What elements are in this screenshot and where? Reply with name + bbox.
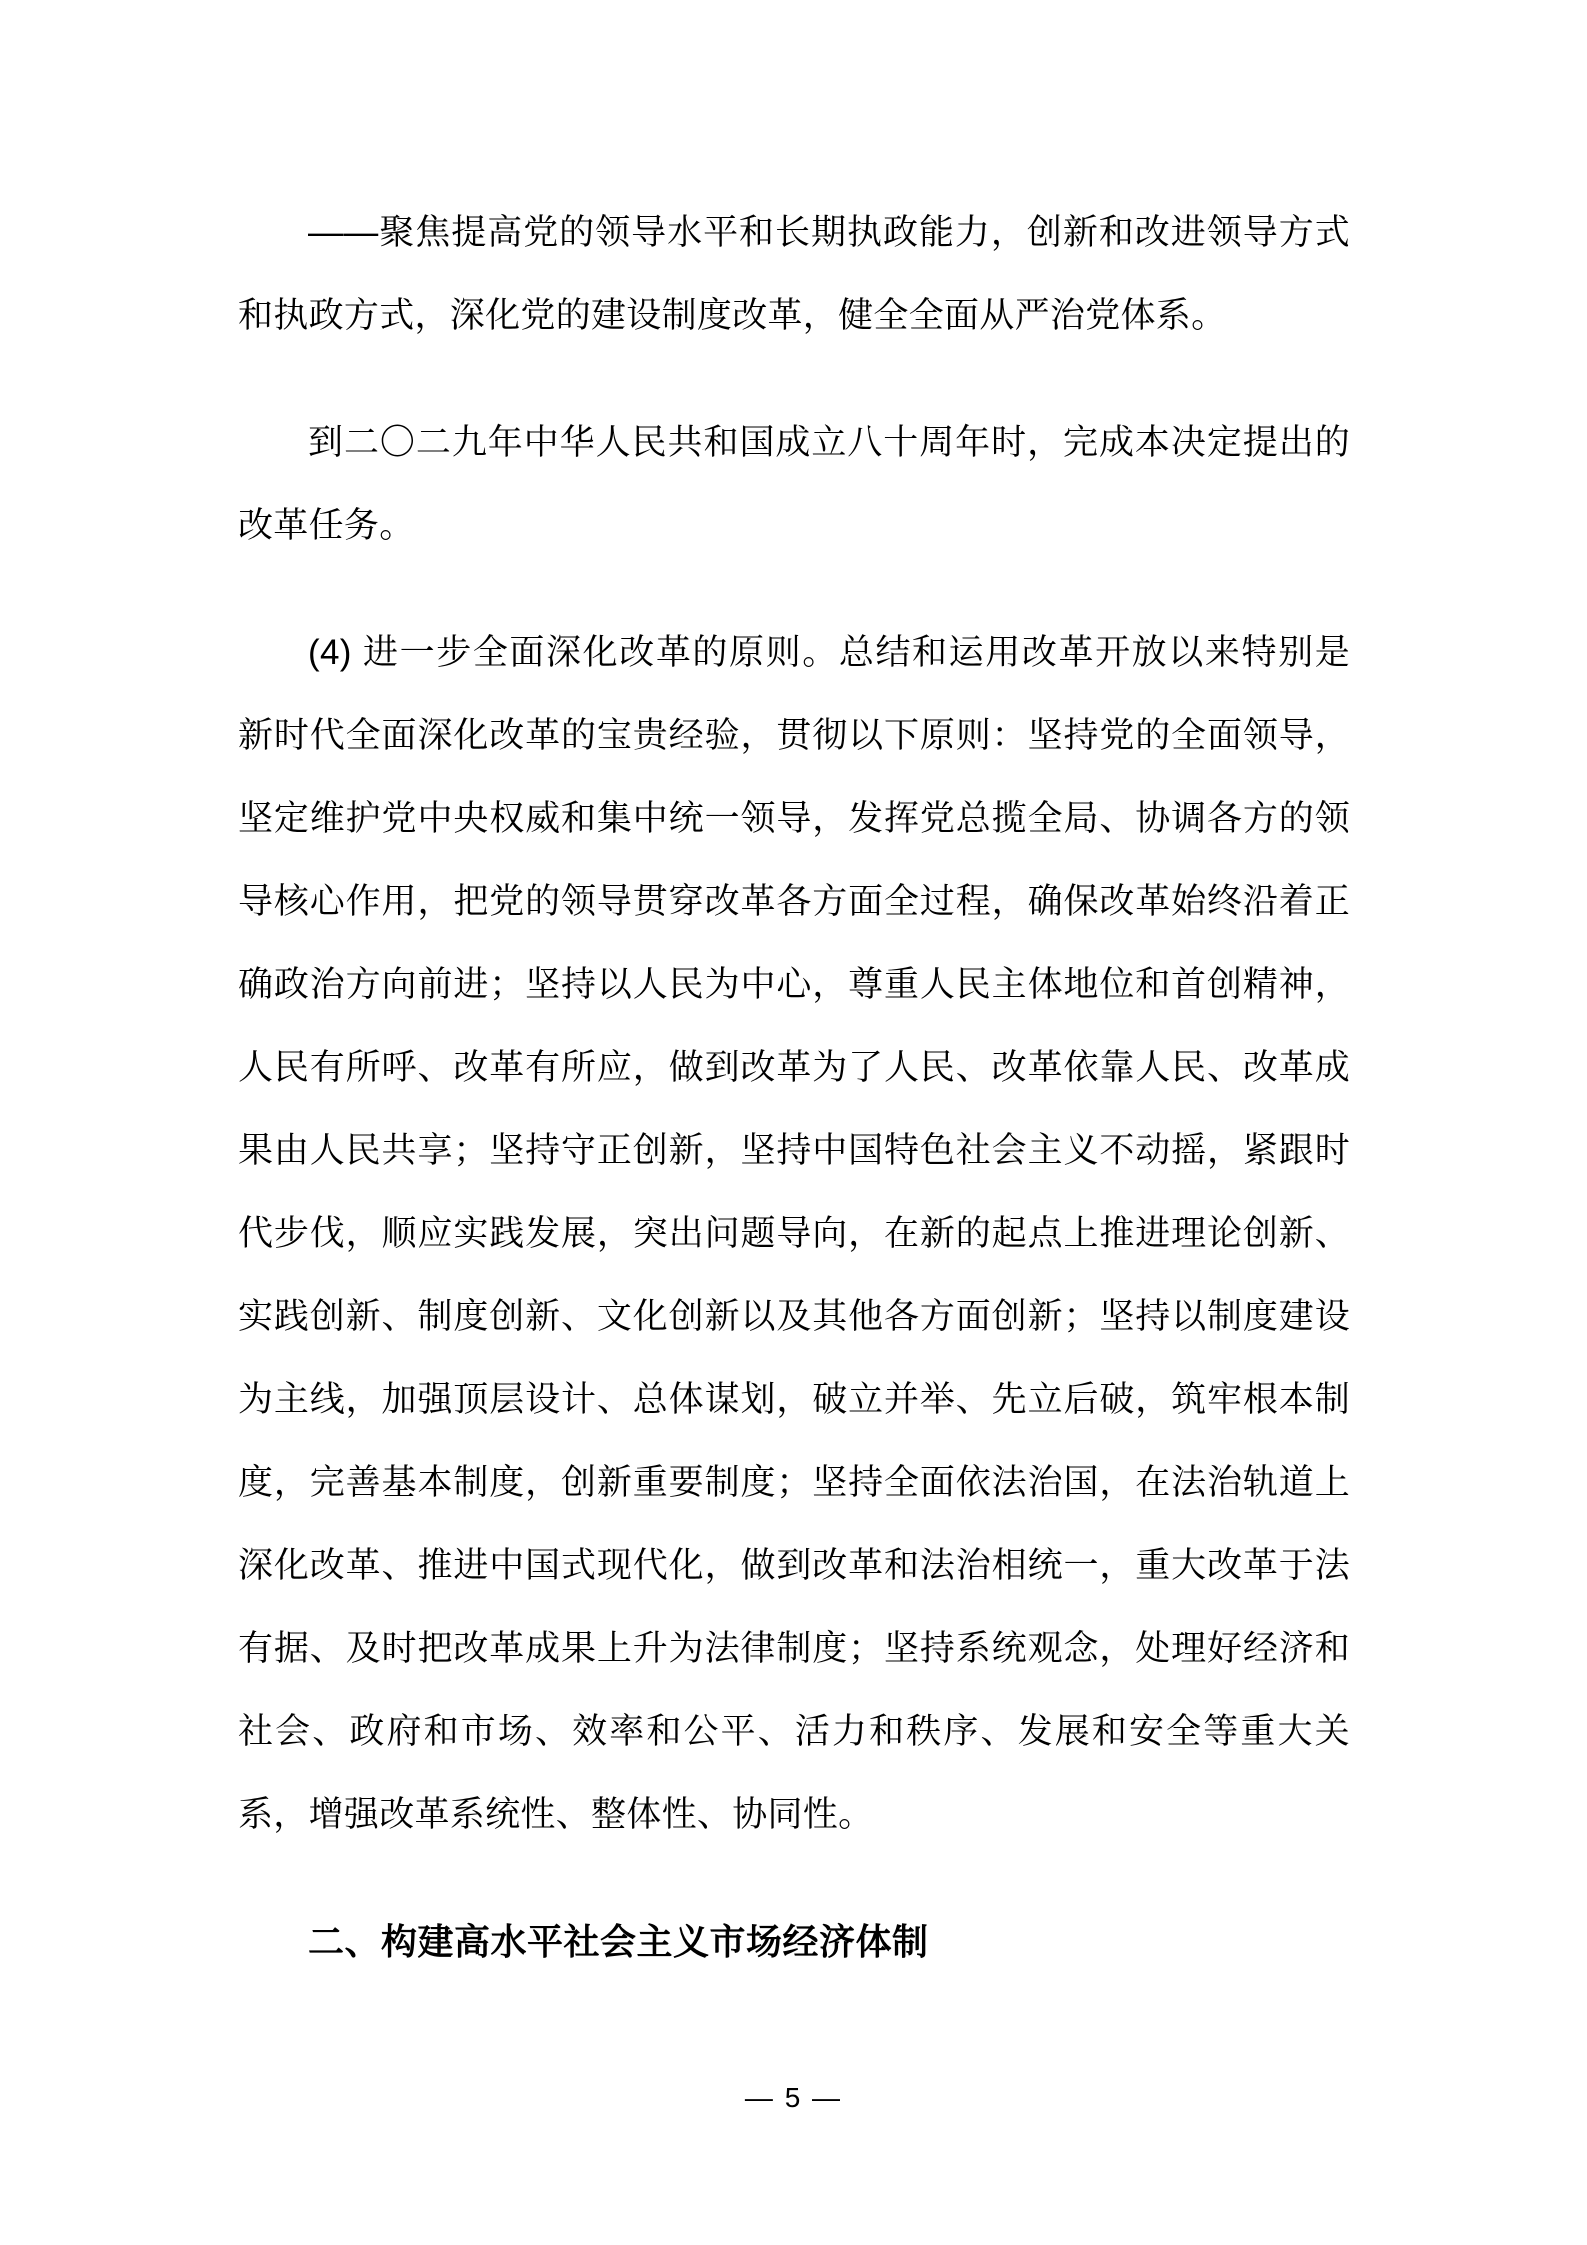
document-body [238, 191, 1350, 1983]
paragraph-4-reform-principles: (4) 进一步全面深化改革的原则。总结和运用改革开放以来特别是新时代全面深化改革的宝贵经验，贯彻以下原则：坚持党的全面领导，坚定维护党中央权威和集中统一领导，发挥党总揽全局、协调各方的领导核心作用，把党的领导贯穿改革各方面全过程，确保改革始终沿着正确政治方向前进；坚持以人民为中心，尊重人民主体地位和首创精神，人民有所呼、改革有所应，做到改革为了人民、改革依靠人民、改革成果由人民共享；坚持守正创新，坚持中国特色社会主义不动摇，紧跟时代步伐，顺应实践发展，突出问题导向，在新的起点上推进理论创新、实践创新、制度创新、文化创新以及其他各方面创新；坚持以制度建设为主线，加强顶层设计、总体谋划，破立并举、先立后破，筑牢根本制度，完善基本制度，创新重要制度；坚持全面依法治国，在法治轨道上深化改革、推进中国式现代化，做到改革和法治相统一，重大改革于法有据、及时把改革成果上升为法律制度；坚持系统观念，处理好经济和社会、政府和市场、效率和公平、活力和秩序、发展和安全等重大关系，增强改革系统性、整体性、协同性。 [238, 633, 1350, 1834]
paragraph-2029-target: 到二〇二九年中华人民共和国成立八十周年时，完成本决定提出的改革任务。 [238, 423, 1350, 545]
page-number: — 5 — [744, 2082, 843, 2113]
section-heading-2: 二、构建高水平社会主义市场经济体制 [308, 1921, 929, 1962]
paragraph-dash-focus-party-leadership: ——聚焦提高党的领导水平和长期执政能力，创新和改进领导方式和执政方式，深化党的建设制度改革，健全全面从严治党体系。 [238, 213, 1350, 335]
